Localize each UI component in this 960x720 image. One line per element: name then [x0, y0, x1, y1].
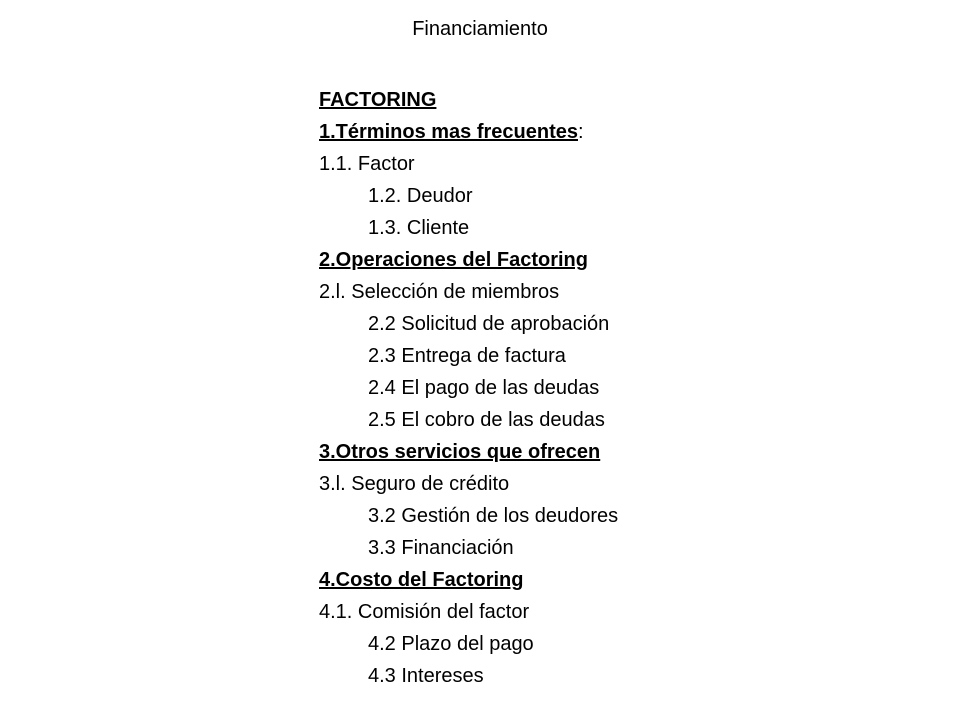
- outline: [319, 84, 919, 692]
- section-heading: 3.Otros servicios que ofrecen: [319, 441, 601, 463]
- list-item: 3.2 Gestión de los deudores: [368, 505, 619, 527]
- list-item: 2.4 El pago de las deudas: [368, 377, 600, 399]
- list-item: 4.2 Plazo del pago: [368, 633, 534, 655]
- slide-title: Financiamiento: [412, 18, 548, 40]
- list-item: 4.1. Comisión del factor: [319, 601, 530, 623]
- list-item: 2.3 Entrega de factura: [368, 345, 566, 367]
- main-heading: FACTORING: [319, 89, 437, 111]
- list-item: 1.1. Factor: [319, 153, 415, 175]
- list-item: 3.3 Financiación: [368, 537, 514, 559]
- list-item: 4.3 Intereses: [368, 665, 484, 687]
- list-item: 2.l. Selección de miembros: [319, 281, 560, 303]
- list-item: 1.2. Deudor: [368, 185, 473, 207]
- section-heading: 2.Operaciones del Factoring: [319, 249, 588, 271]
- list-item: 2.5 El cobro de las deudas: [368, 409, 605, 431]
- section-heading: 1.Términos mas frecuentes:: [319, 121, 584, 143]
- section-heading: 4.Costo del Factoring: [319, 569, 524, 591]
- list-item: 2.2 Solicitud de aprobación: [368, 313, 610, 335]
- list-item: 1.3. Cliente: [368, 217, 470, 239]
- list-item: 3.l. Seguro de crédito: [319, 473, 510, 495]
